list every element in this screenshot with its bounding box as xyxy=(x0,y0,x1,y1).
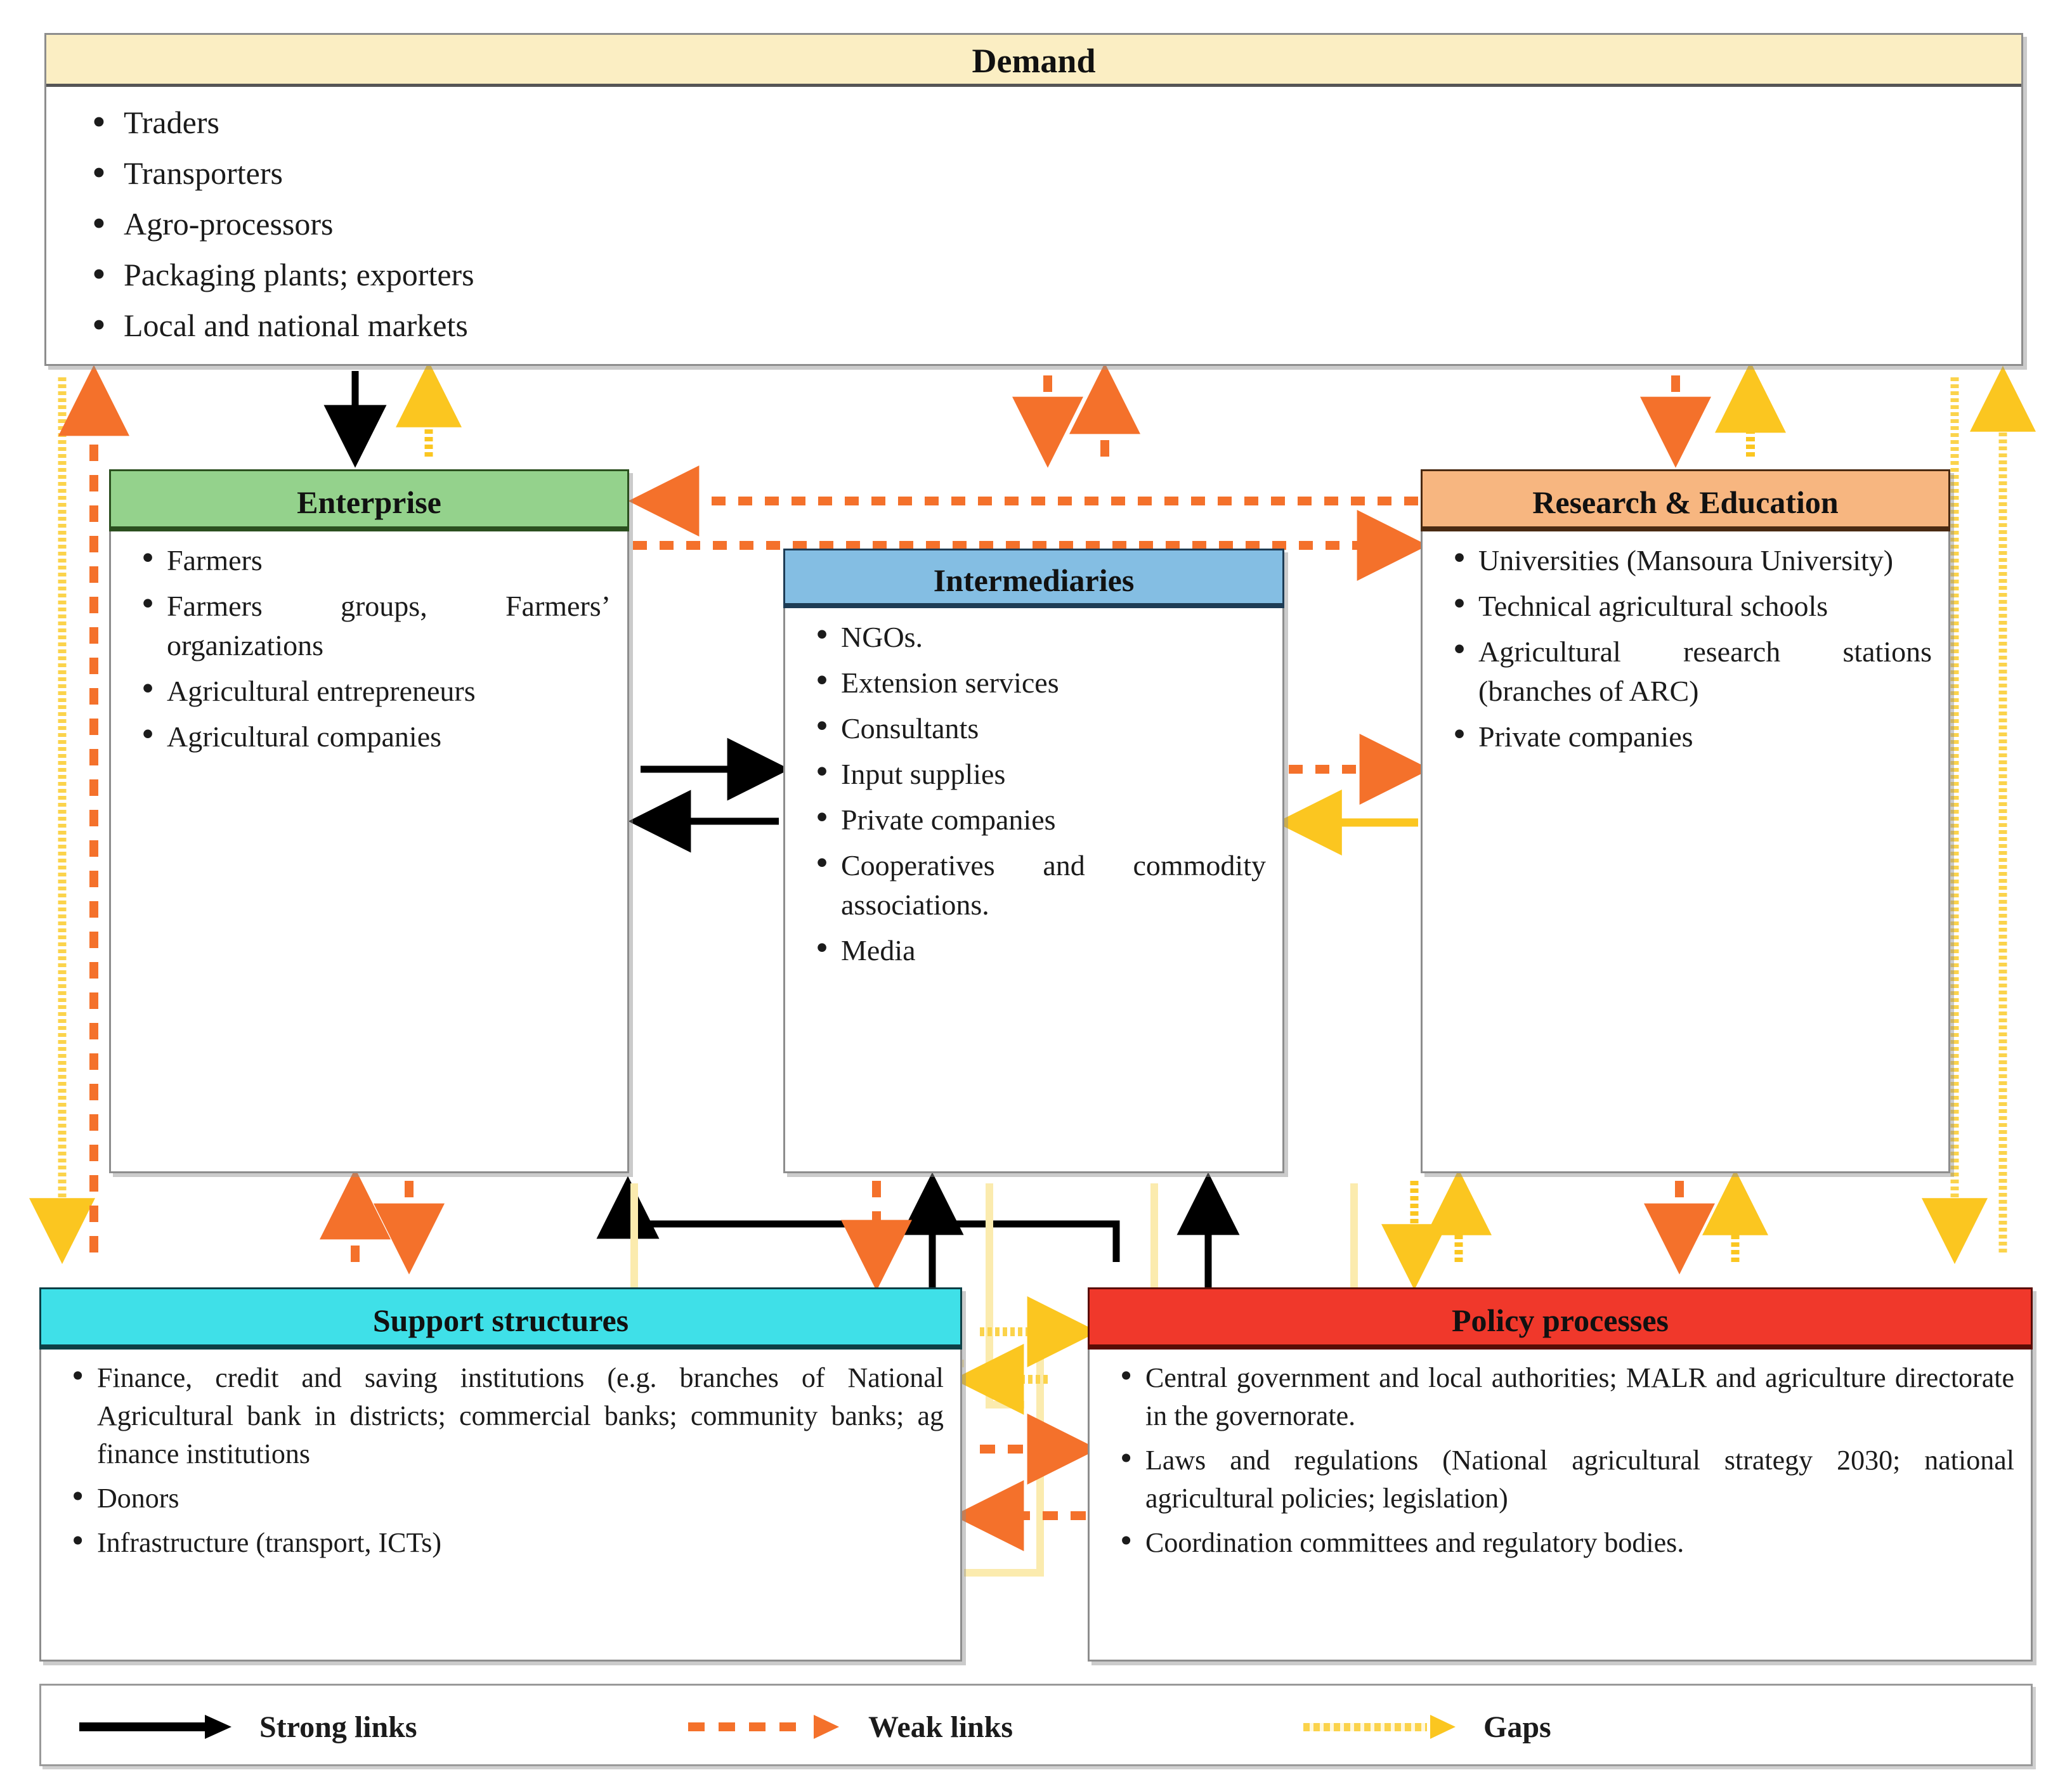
list-item: • Infrastructure (transport, ICTs) xyxy=(58,1524,944,1562)
list-item: • Central government and local authorities; MALR and agriculture directorate in the governorate. xyxy=(1106,1359,2014,1435)
legend xyxy=(39,1684,2033,1766)
intermediaries-title: Intermediaries xyxy=(783,549,1284,608)
list-item: • Consultants xyxy=(802,709,1266,748)
intermediaries-list xyxy=(802,618,1266,970)
list-item: • Agro-processors xyxy=(63,205,2005,243)
policy-processes-body xyxy=(1090,1348,2031,1575)
list-item: • Technical agricultural schools xyxy=(1439,587,1932,626)
list-item: • Cooperatives and commodity associations. xyxy=(802,846,1266,925)
intermediaries-box xyxy=(783,549,1284,1173)
list-item: • Farmers xyxy=(127,541,611,580)
enterprise-list xyxy=(127,541,611,757)
list-item: • Donors xyxy=(58,1480,944,1518)
strong-link-arrow-icon xyxy=(79,1716,238,1738)
link-gap-route-d xyxy=(1354,1183,1953,1303)
list-item: • Agricultural entrepreneurs xyxy=(127,672,611,711)
link-gap-route-b xyxy=(989,1183,1024,1405)
list-item: • Laws and regulations (National agricultural strategy 2030; national agricultural policies; legislation) xyxy=(1106,1441,2014,1518)
legend-label: Weak links xyxy=(868,1710,1013,1744)
support-structures-list xyxy=(58,1359,944,1562)
gap-link-arrow-icon xyxy=(1303,1716,1462,1738)
list-item: • Coordination committees and regulatory bodies. xyxy=(1106,1524,2014,1562)
legend-item-gaps xyxy=(1303,1686,1551,1768)
research-education-list xyxy=(1439,541,1932,757)
support-structures-box xyxy=(39,1287,962,1662)
legend-item-strong-links xyxy=(79,1686,417,1768)
list-item: • Private companies xyxy=(1439,717,1932,757)
list-item: • Packaging plants; exporters xyxy=(63,256,2005,294)
enterprise-box xyxy=(109,469,629,1173)
link-gap-route-e xyxy=(964,1306,1040,1573)
list-item: • NGOs. xyxy=(802,618,1266,657)
list-item: • Finance, credit and saving institutions (e.g. branches of National Agricultural bank in districts; commercial banks; community banks; ag finance institutions xyxy=(58,1359,944,1473)
policy-processes-list xyxy=(1106,1359,2014,1562)
list-item: • Agricultural companies xyxy=(127,717,611,757)
legend-label: Strong links xyxy=(259,1710,417,1744)
link-support-to-enterprise-strong xyxy=(628,1187,1116,1262)
intermediaries-body xyxy=(785,606,1282,983)
legend-label: Gaps xyxy=(1483,1710,1551,1744)
demand-body xyxy=(46,87,2021,363)
enterprise-body xyxy=(111,530,627,769)
list-item: • Input supplies xyxy=(802,755,1266,794)
list-item: • Transporters xyxy=(63,154,2005,192)
demand-box xyxy=(44,33,2023,366)
support-structures-title: Support structures xyxy=(39,1287,962,1350)
legend-item-weak-links xyxy=(688,1686,1013,1768)
list-item: • Private companies xyxy=(802,800,1266,840)
research-education-title: Research & Education xyxy=(1421,469,1950,531)
policy-processes-title: Policy processes xyxy=(1088,1287,2033,1350)
demand-list xyxy=(63,103,2005,344)
weak-link-arrow-icon xyxy=(688,1716,847,1738)
list-item: • Extension services xyxy=(802,663,1266,703)
support-structures-body xyxy=(41,1348,960,1575)
list-item: • Farmers groups, Farmers’ organizations xyxy=(127,587,611,665)
list-item: • Agricultural research stations (branches of ARC) xyxy=(1439,632,1932,711)
policy-processes-box xyxy=(1088,1287,2033,1662)
demand-title: Demand xyxy=(46,35,2021,87)
research-education-box xyxy=(1421,469,1950,1173)
list-item: • Local and national markets xyxy=(63,306,2005,344)
enterprise-title: Enterprise xyxy=(109,469,629,531)
list-item: • Traders xyxy=(63,103,2005,141)
list-item: • Universities (Mansoura University) xyxy=(1439,541,1932,580)
research-education-body xyxy=(1423,530,1948,769)
list-item: • Media xyxy=(802,931,1266,970)
